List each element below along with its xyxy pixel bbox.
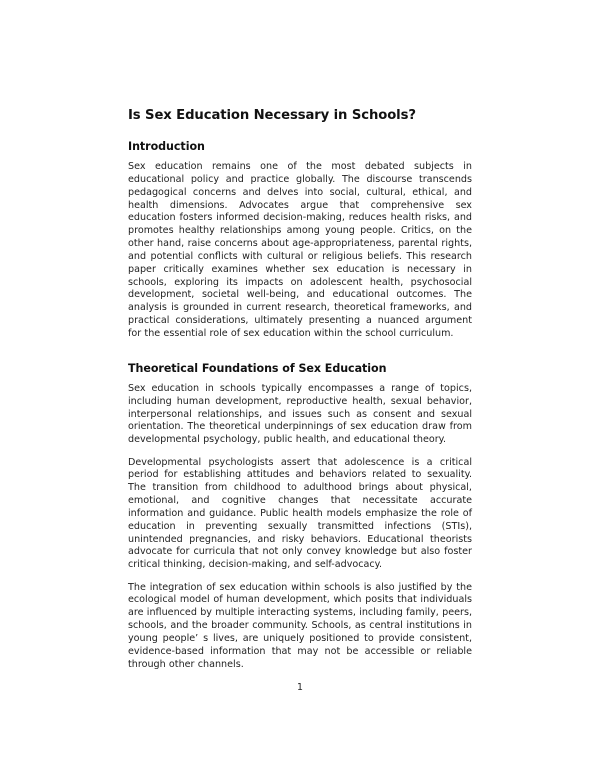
page-number: 1 [297, 682, 303, 693]
paragraph-theoretical-1: Sex education in schools typically encompasses a range of topics, including human development, reproductive health, sexual behavior, interpersonal relationships, and issues such as consent and sexual orientation. The theoretical underpinnings of sex education draw from developmental psychology, public health, and educational theory. [128, 382, 472, 446]
paragraph-introduction-1: Sex education remains one of the most debated subjects in educational policy and practice globally. The discourse transcends pedagogical concerns and delves into social, cultural, ethical, and health dimensions. Advocates argue that comprehensive sex education fosters informed decision-making, reduces health risks, and promotes healthy relationships among young people. Critics, on the other hand, raise concerns about age-appropriateness, parental rights, and potential conflicts with cultural or religious beliefs. This research paper critically examines whether sex education is necessary in schools, exploring its impacts on adolescent health, psychosocial development, societal well-being, and educational outcomes. The analysis is grounded in current research, theoretical frameworks, and practical considerations, ultimately presenting a nuanced argument for the essential role of sex education within the school curriculum. [128, 161, 472, 339]
paragraph-theoretical-2: Developmental psychologists assert that adolescence is a critical period for establishing attitudes and behaviors related to sexuality. The transition from childhood to adulthood brings about physical, emotional, and cognitive changes that necessitate accurate information and guidance. Public health models emphasize the role of education in preventing sexually transmitted infections (STIs), unintended pregnancies, and risky behaviors. Educational theorists advocate for curricula that not only convey knowledge but also foster critical thinking, decision-making, and self-advocacy. [128, 456, 472, 571]
section-heading-introduction: Introduction [128, 140, 205, 153]
page-content [128, 108, 472, 672]
section-heading-theoretical-foundations: Theoretical Foundations of Sex Education [128, 361, 387, 375]
paragraph-theoretical-3: The integration of sex education within schools is also justified by the ecological model of human development, which posits that individuals are influenced by multiple interacting systems, including family, peers, schools, and the broader community. Schools, as central institutions in young people’ s lives, are uniquely positioned to provide consistent, evidence-based information that may not be accessible or reliable through other channels. [128, 581, 472, 670]
page-title: Is Sex Education Necessary in Schools? [128, 108, 416, 123]
